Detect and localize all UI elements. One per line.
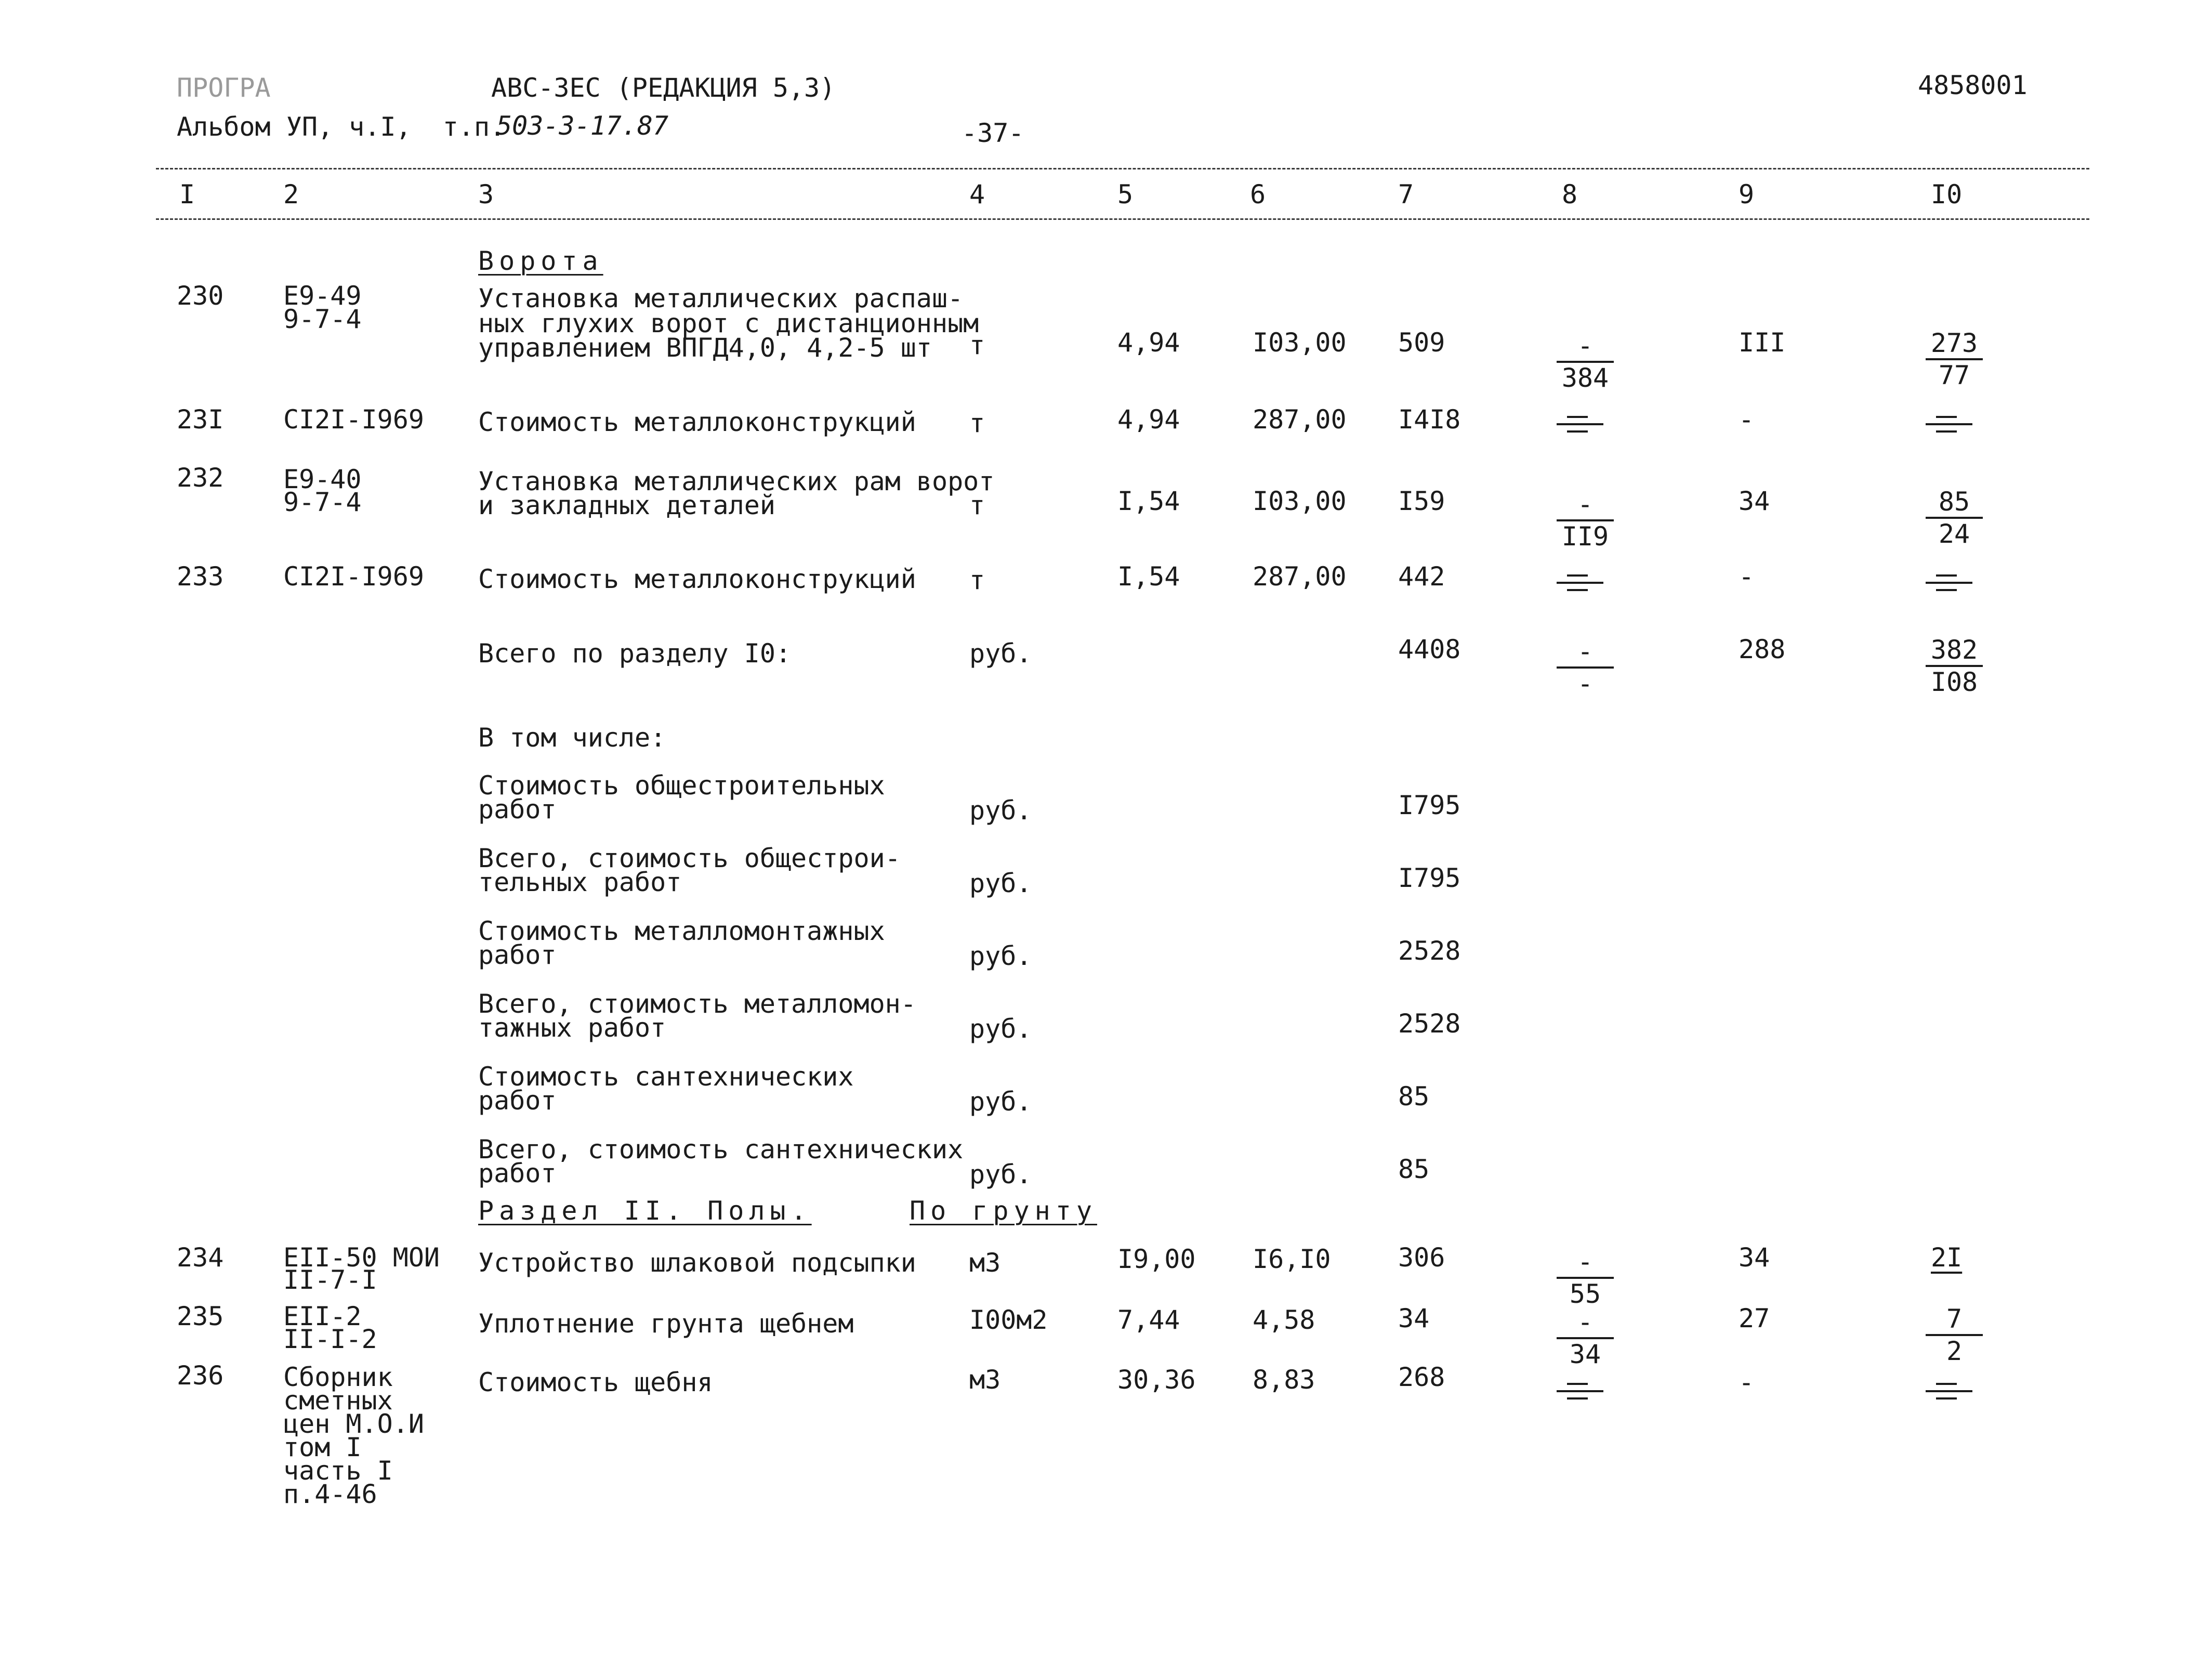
column-header-1: I	[179, 179, 195, 210]
column-header-10: I0	[1931, 179, 1963, 210]
breakdown-value: 2528	[1398, 1009, 1461, 1039]
row-unit-price: 287,00	[1253, 404, 1347, 435]
breakdown-unit: руб.	[969, 868, 1032, 898]
section-title-floors: Раздел II. Полы.	[478, 1196, 812, 1226]
column-header-2: 2	[283, 179, 299, 210]
row-total: 509	[1398, 328, 1445, 358]
project-number-handwritten: 503-3-17.87	[496, 111, 669, 141]
breakdown-unit: руб.	[969, 941, 1032, 971]
row-column9: 34	[1739, 486, 1770, 516]
breakdown-label: работ	[478, 1158, 557, 1188]
row-quantity: 30,36	[1117, 1365, 1196, 1395]
dash-mark-icon	[1926, 574, 1972, 595]
row-number: 234	[177, 1243, 224, 1273]
album-reference: Альбом УП, ч.I, т.п.	[177, 112, 506, 142]
dash-mark-icon	[1557, 1383, 1603, 1404]
row-column10-fraction: 273 77	[1926, 330, 1983, 388]
row-total: I4I8	[1398, 404, 1461, 435]
breakdown-label: Стоимость общестроительных	[478, 770, 885, 801]
breakdown-label: Всего, стоимость общестрои-	[478, 843, 901, 873]
row-column10: 2I	[1931, 1243, 1963, 1273]
section-total-column8: - -	[1557, 638, 1614, 697]
row-total: 268	[1398, 1362, 1445, 1392]
row-unit: т	[969, 565, 985, 595]
row-column8-fraction: - 384	[1557, 333, 1614, 391]
row-quantity: 4,94	[1117, 404, 1180, 435]
header-rule-top	[156, 168, 2089, 169]
breakdown-unit: руб.	[969, 795, 1032, 826]
section-total-label: Всего по разделу I0:	[478, 638, 792, 669]
row-unit: м3	[969, 1248, 1001, 1278]
row-description: Установка металлических распаш-	[478, 283, 964, 313]
row-code: том I	[283, 1432, 362, 1462]
row-description: Уплотнение грунта щебнем	[478, 1309, 854, 1339]
row-unit-price: 287,00	[1253, 561, 1347, 592]
row-code: ЕII-2	[283, 1301, 362, 1331]
section-total-column10: 382 I08	[1926, 637, 1983, 695]
row-code: Е9-49	[283, 281, 362, 311]
column-header-8: 8	[1562, 179, 1578, 210]
row-quantity: I,54	[1117, 561, 1180, 592]
breakdown-unit: руб.	[969, 1159, 1032, 1189]
row-code: цен М.О.И	[283, 1409, 424, 1439]
breakdown-label: работ	[478, 940, 557, 970]
row-unit-price: I6,I0	[1253, 1244, 1331, 1274]
row-column9: -	[1739, 404, 1755, 435]
breakdown-unit: руб.	[969, 1087, 1032, 1117]
row-total: 442	[1398, 561, 1445, 592]
row-code: Сборник	[283, 1362, 393, 1392]
breakdown-value: 2528	[1398, 936, 1461, 966]
breakdown-value: 85	[1398, 1154, 1430, 1184]
row-code: II-7-I	[283, 1265, 377, 1295]
row-description: Стоимость металлоконструкций	[478, 564, 916, 594]
column-header-4: 4	[969, 179, 985, 210]
column-header-3: 3	[478, 179, 494, 210]
row-unit: т	[969, 330, 985, 360]
breakdown-label: Всего, стоимость сантехнических	[478, 1134, 964, 1165]
row-number: 230	[177, 281, 224, 311]
row-description: Установка металлических рам ворот	[478, 466, 995, 496]
column-header-7: 7	[1398, 179, 1414, 210]
row-column9: 34	[1739, 1243, 1770, 1273]
breakdown-value: 85	[1398, 1081, 1430, 1111]
row-unit-price: I03,00	[1253, 486, 1347, 516]
row-unit-price: I03,00	[1253, 328, 1347, 358]
document-number: 4858001	[1918, 70, 2027, 100]
row-description: управлением ВПГД4,0, 4,2-5 шт	[478, 333, 932, 363]
row-quantity: I,54	[1117, 486, 1180, 516]
breakdown-label: тельных работ	[478, 867, 682, 897]
column-header-9: 9	[1739, 179, 1755, 210]
row-code: СI2I-I969	[283, 404, 424, 435]
row-code: сметных	[283, 1385, 393, 1416]
breakdown-label: Стоимость металломонтажных	[478, 916, 885, 946]
row-unit: т	[969, 490, 985, 520]
row-quantity: 7,44	[1117, 1305, 1180, 1335]
row-unit-price: 8,83	[1253, 1365, 1315, 1395]
section-total-value: 4408	[1398, 634, 1461, 664]
section-total-unit: руб.	[969, 638, 1032, 669]
row-column9: III	[1739, 328, 1786, 358]
row-description: ных глухих ворот с дистанционным	[478, 308, 979, 338]
row-unit-price: 4,58	[1253, 1305, 1315, 1335]
breakdown-label: работ	[478, 1085, 557, 1116]
breakdown-value: I795	[1398, 790, 1461, 820]
row-code: п.4-46	[283, 1479, 377, 1509]
row-column8-fraction: - II9	[1557, 491, 1614, 550]
row-total: I59	[1398, 486, 1445, 516]
row-code: часть I	[283, 1456, 393, 1486]
header-rule-bottom	[156, 218, 2089, 220]
row-description: и закладных деталей	[478, 490, 775, 520]
row-total: 34	[1398, 1303, 1430, 1333]
row-unit: м3	[969, 1365, 1001, 1395]
column-header-6: 6	[1250, 179, 1266, 210]
row-column10-fraction: 85 24	[1926, 489, 1983, 547]
row-column9: -	[1739, 561, 1755, 592]
section-title-gates: Ворота	[478, 246, 603, 276]
row-quantity: I9,00	[1117, 1244, 1196, 1274]
section-subtitle-on-ground: По грунту	[910, 1196, 1097, 1226]
breakdown-label: тажных работ	[478, 1013, 666, 1043]
dash-mark-icon	[1926, 1383, 1972, 1404]
breakdown-label: Всего, стоимость металломон-	[478, 989, 916, 1019]
row-description: Стоимость щебня	[478, 1367, 713, 1397]
row-description: Стоимость металлоконструкций	[478, 407, 916, 437]
row-quantity: 4,94	[1117, 328, 1180, 358]
section-total-column9: 288	[1739, 634, 1786, 664]
row-number: 236	[177, 1361, 224, 1391]
breakdown-label: Стоимость сантехнических	[478, 1062, 854, 1092]
row-column10-fraction: 7 2	[1926, 1306, 1983, 1364]
row-unit: I00м2	[969, 1305, 1048, 1335]
breakdown-value: I795	[1398, 863, 1461, 893]
row-column9: -	[1739, 1367, 1755, 1397]
row-total: 306	[1398, 1243, 1445, 1273]
row-column8-fraction: - 55	[1557, 1249, 1614, 1307]
dash-mark-icon	[1926, 416, 1972, 437]
row-number: 233	[177, 561, 224, 592]
row-code: ЕII-50 МОИ	[283, 1243, 440, 1273]
dash-mark-icon	[1557, 416, 1603, 437]
row-number: 23I	[177, 404, 224, 435]
row-column8-fraction: - 34	[1557, 1309, 1614, 1367]
row-number: 232	[177, 463, 224, 493]
row-code: II-I-2	[283, 1324, 377, 1354]
header-faded-text: ПРОГРА	[177, 73, 318, 103]
breakdown-label: работ	[478, 794, 557, 825]
row-code: СI2I-I969	[283, 561, 424, 592]
row-code: 9-7-4	[283, 304, 362, 334]
row-description: Устройство шлаковой подсыпки	[478, 1248, 916, 1278]
including-label: В том числе:	[478, 723, 666, 753]
header-program-title: АВС-ЗЕС (РЕДАКЦИЯ 5,3)	[491, 73, 836, 103]
column-header-5: 5	[1117, 179, 1134, 210]
row-unit: т	[969, 408, 985, 438]
page-number: -37-	[962, 118, 1024, 148]
row-column9: 27	[1739, 1303, 1770, 1333]
dash-mark-icon	[1557, 574, 1603, 595]
breakdown-unit: руб.	[969, 1014, 1032, 1044]
row-code: Е9-40	[283, 464, 362, 494]
row-number: 235	[177, 1301, 224, 1331]
row-code: 9-7-4	[283, 487, 362, 517]
